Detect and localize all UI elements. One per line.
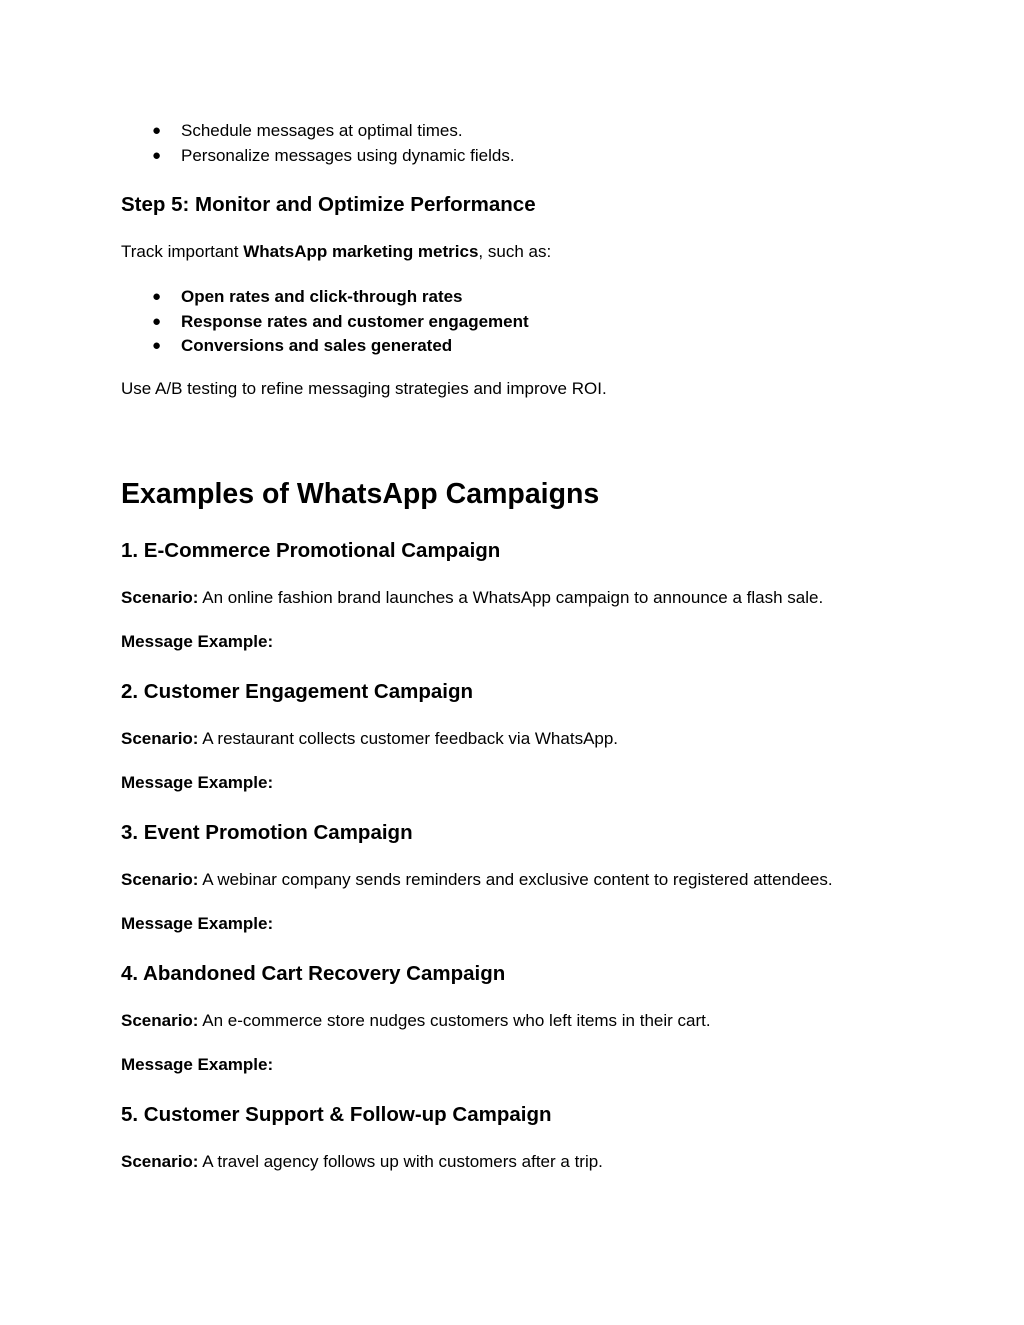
metrics-bullet-list bbox=[121, 285, 529, 359]
campaign-scenario: Scenario: A restaurant collects customer feedback via WhatsApp. bbox=[121, 729, 619, 748]
scheduling-bullet-list bbox=[121, 119, 515, 168]
list-item: ● Conversions and sales generated bbox=[121, 334, 529, 359]
metrics-emphasis: WhatsApp marketing metrics bbox=[243, 242, 479, 261]
message-example-label: Message Example: bbox=[121, 773, 274, 792]
list-item: ● Response rates and customer engagement bbox=[121, 310, 529, 335]
campaign-scenario: Scenario: A webinar company sends reminders and exclusive content to registered attendees. bbox=[121, 870, 833, 889]
campaign-title: 4. Abandoned Cart Recovery Campaign bbox=[121, 962, 506, 985]
campaign-scenario: Scenario: An online fashion brand launches a WhatsApp campaign to announce a flash sale. bbox=[121, 588, 824, 607]
campaign-title: 2. Customer Engagement Campaign bbox=[121, 680, 473, 703]
bullet-icon: ● bbox=[152, 312, 162, 330]
bullet-icon: ● bbox=[152, 146, 162, 164]
bullet-icon: ● bbox=[152, 288, 162, 305]
list-item: ● Schedule messages at optimal times. bbox=[121, 119, 515, 144]
examples-heading: Examples of WhatsApp Campaigns bbox=[121, 478, 600, 510]
message-example-label: Message Example: bbox=[121, 632, 274, 651]
list-item: ● Open rates and click-through rates bbox=[121, 285, 529, 310]
bullet-icon: ● bbox=[152, 337, 162, 354]
list-item: ● Personalize messages using dynamic fields. bbox=[121, 144, 515, 169]
step5-heading: Step 5: Monitor and Optimize Performance bbox=[121, 193, 536, 216]
bullet-icon: ● bbox=[152, 122, 162, 139]
campaign-title: 3. Event Promotion Campaign bbox=[121, 821, 413, 844]
campaign-scenario: Scenario: A travel agency follows up with customers after a trip. bbox=[121, 1152, 603, 1171]
campaign-scenario: Scenario: An e-commerce store nudges customers who left items in their cart. bbox=[121, 1011, 711, 1030]
message-example-label: Message Example: bbox=[121, 1055, 274, 1074]
step5-closing: Use A/B testing to refine messaging strategies and improve ROI. bbox=[121, 379, 607, 398]
message-example-label: Message Example: bbox=[121, 914, 274, 933]
campaign-title: 5. Customer Support & Follow-up Campaign bbox=[121, 1103, 552, 1126]
step5-intro: Track important WhatsApp marketing metrics, such as: bbox=[121, 242, 552, 261]
campaign-title: 1. E-Commerce Promotional Campaign bbox=[121, 539, 501, 562]
